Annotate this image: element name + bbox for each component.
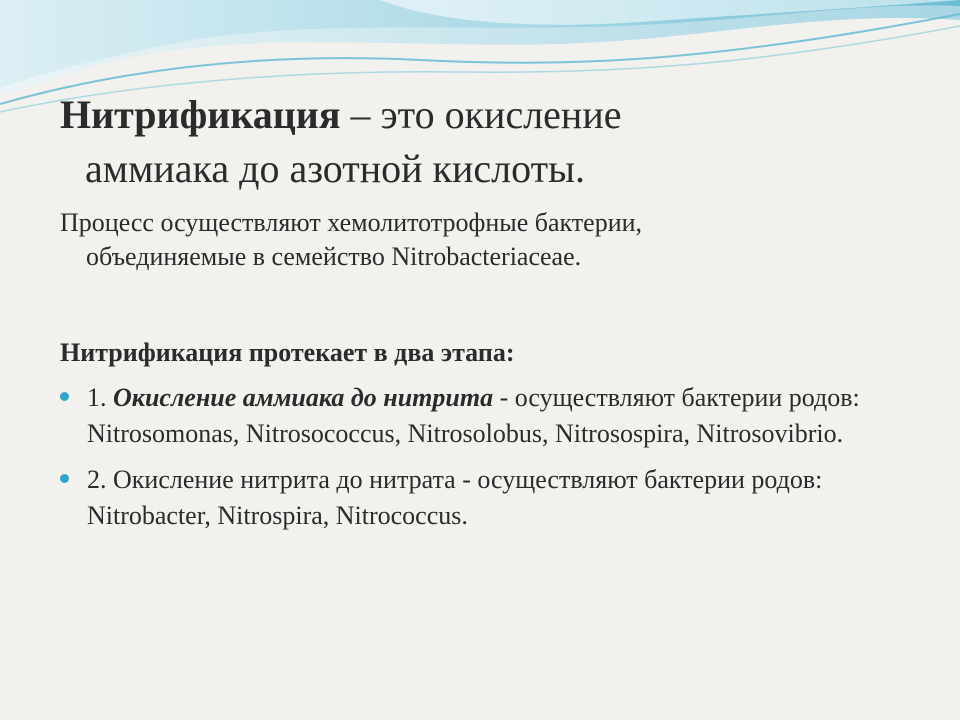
- stage-1-text: - осуществляют бактерии родов: Nitrosomonas, Nitrosococcus, Nitrosolobus, Nitrosospira, Nitrosovibrio.: [87, 383, 860, 448]
- process-line-2: объединяемые в семейство Nitrobacteriaceae.: [86, 242, 582, 271]
- bullet-icon: [60, 474, 69, 483]
- title-line-2: аммиака до азотной кислоты.: [85, 146, 585, 191]
- stage-2-text: 2. Окисление нитрита до нитрата - осуществляют бактерии родов: Nitrobacter, Nitrospira, Nitrococcus.: [87, 465, 823, 530]
- bullet-icon: [60, 392, 69, 401]
- title-term: Нитрификация: [60, 92, 341, 137]
- slide-title: [60, 88, 920, 196]
- title-definition: – это окисление: [340, 92, 622, 137]
- stages-list: [60, 380, 920, 544]
- list-item-stage-1: [60, 380, 920, 452]
- stages-heading: Нитрификация протекает в два этапа:: [60, 338, 515, 367]
- process-line-1: Процесс осуществляют хемолитотрофные бактерии,: [60, 208, 643, 237]
- list-item-stage-2: [60, 462, 920, 534]
- process-paragraph: [60, 206, 920, 274]
- stage-1-number: 1.: [87, 383, 113, 412]
- stage-1-emphasis: Окисление аммиака до нитрита: [113, 383, 494, 412]
